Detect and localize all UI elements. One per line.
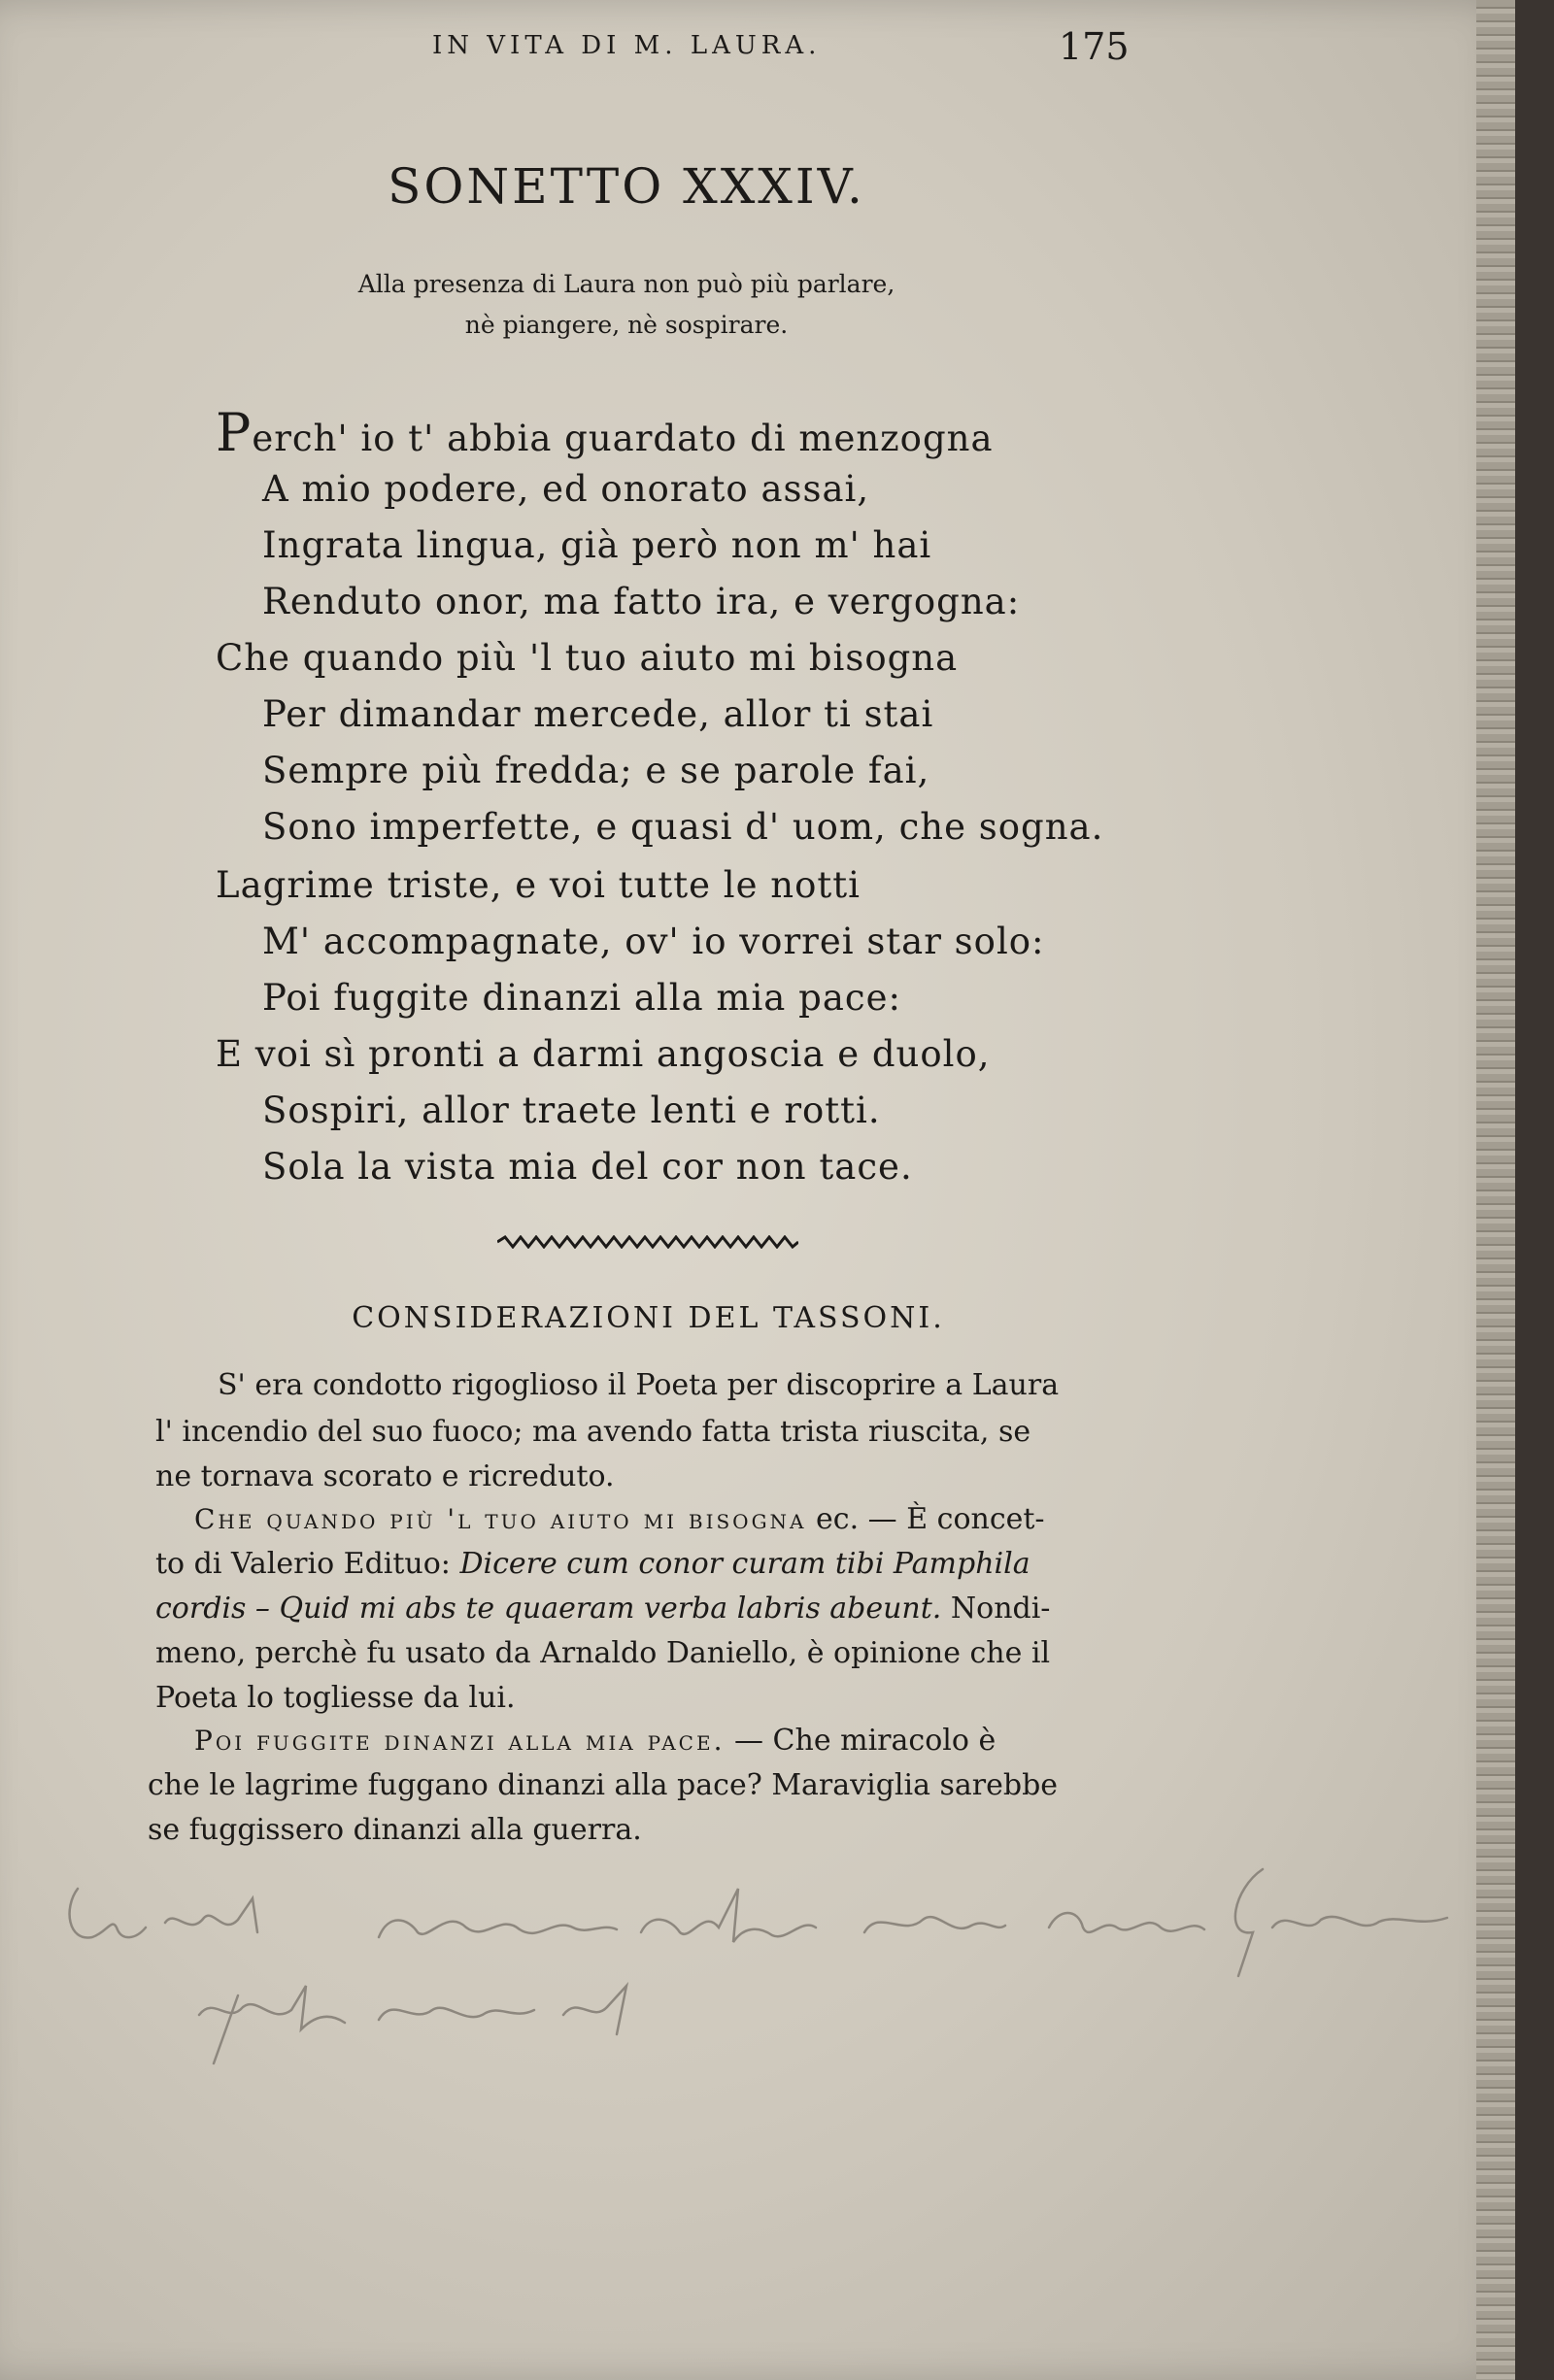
verse-line-8: Sono imperfette, e quasi d' uom, che sogna.: [262, 806, 1104, 848]
verse-line-3: Ingrata lingua, già però non m' hai: [262, 524, 932, 566]
verse-line-4: Renduto onor, ma fatto ira, e vergogna:: [262, 581, 1021, 622]
latin-quote: Dicere cum conor curam tibi Pamphila: [459, 1547, 1030, 1581]
verse-line-6: Per dimandar mercede, allor ti stai: [262, 693, 934, 735]
argument-line: Alla presenza di Laura non può più parlare,: [357, 270, 895, 298]
verse-line-13: Sospiri, allor traete lenti e rotti.: [262, 1089, 881, 1131]
verse-line-7: Sempre più fredda; e se parole fai,: [262, 750, 930, 791]
verse-line-9: Lagrime triste, e voi tutte le notti: [216, 864, 861, 906]
drop-cap: P: [216, 402, 253, 463]
argument-line: nè piangere, nè sospirare.: [464, 311, 789, 339]
lemma: Che quando più 'l tuo aiuto mi bisogna: [194, 1503, 807, 1535]
verse-line-2: A mio podere, ed onorato assai,: [262, 468, 870, 510]
page-number: 175: [1059, 25, 1130, 68]
verse-line-1: Perch' io t' abbia guardato di menzogna: [216, 402, 994, 463]
commentary-line: se fuggissero dinanzi alla guerra.: [148, 1813, 642, 1847]
commentary-line: to di Valerio Edituo: Dicere cum conor curam tibi Pamphila: [155, 1547, 1030, 1581]
pencil-annotation: [58, 1850, 1467, 2073]
verse-line-10: M' accompagnate, ov' io vorrei star solo:: [262, 921, 1045, 962]
sonnet-argument: [0, 264, 1253, 346]
verse-line-12: E voi sì pronti a darmi angoscia e duolo,: [216, 1033, 991, 1075]
commentary-heading: CONSIDERAZIONI DEL TASSONI.: [352, 1301, 945, 1335]
commentary-line: l' incendio del suo fuoco; ma avendo fatta trista riuscita, se: [155, 1415, 1031, 1449]
lemma: Poi fuggite dinanzi alla mia pace.: [194, 1725, 726, 1757]
running-head: IN VITA DI M. LAURA.: [432, 31, 822, 60]
ornament-divider: [497, 1235, 798, 1249]
commentary-line: ne tornava scorato e ricreduto.: [155, 1459, 615, 1493]
commentary-line: che le lagrime fuggano dinanzi alla pace? Maraviglia sarebbe: [148, 1768, 1059, 1802]
verse-line-14: Sola la vista mia del cor non tace.: [262, 1146, 913, 1188]
page-edges: [1476, 0, 1515, 2380]
commentary-line: cordis – Quid mi abs te quaeram verba labris abeunt. Nondi-: [155, 1592, 1051, 1626]
commentary-line: Che quando più 'l tuo aiuto mi bisogna ec. — È concet-: [194, 1502, 1045, 1536]
commentary-line: meno, perchè fu usato da Arnaldo Daniello, è opinione che il: [155, 1636, 1051, 1670]
verse-line-11: Poi fuggite dinanzi alla mia pace:: [262, 977, 901, 1019]
commentary-line: S' era condotto rigoglioso il Poeta per discoprire a Laura: [218, 1368, 1060, 1402]
latin-quote: cordis – Quid mi abs te quaeram verba labris abeunt.: [155, 1592, 942, 1626]
commentary-line: Poeta lo togliesse da lui.: [155, 1681, 516, 1715]
verse-line-5: Che quando più 'l tuo aiuto mi bisogna: [216, 637, 959, 679]
commentary-line: Poi fuggite dinanzi alla mia pace. — Che miracolo è: [194, 1724, 997, 1758]
sonnet-title: SONETTO XXXIV.: [388, 158, 865, 215]
